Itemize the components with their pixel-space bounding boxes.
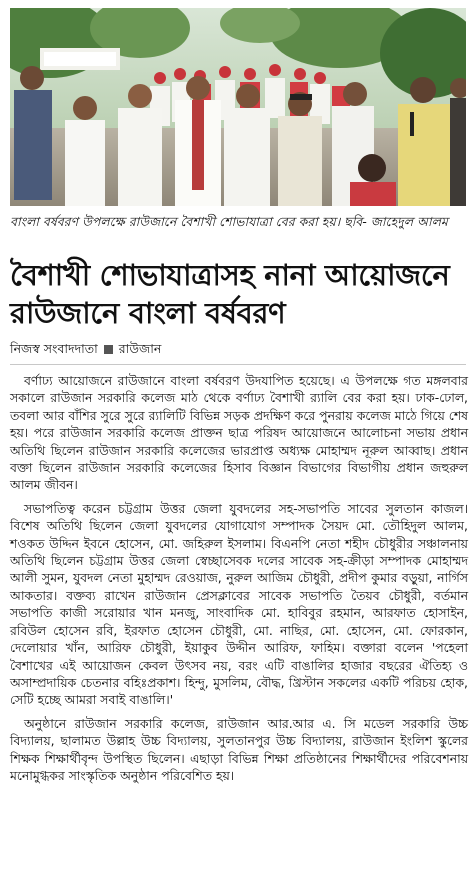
byline-location: রাউজান xyxy=(118,341,162,356)
headline xyxy=(10,256,470,332)
divider xyxy=(10,364,466,365)
article-body xyxy=(10,372,468,790)
headline-line-2: রাউজানে বাংলা বর্ষবরণ xyxy=(10,296,286,330)
procession-photo-image xyxy=(10,8,466,206)
square-bullet-icon xyxy=(104,345,113,354)
article-paragraph-3: অনুষ্ঠানে রাউজান সরকারি কলেজ, রাউজান আর.আর এ. সি মডেল সরকারি উচ্চ বিদ্যালয়, ছালামত উল্লাহ উচ্চ বিদ্যালয়, সুলতানপুর উচ্চ বিদ্যালয়, রাউজান ইংলিশ স্কুলের শিক্ষক শিক্ষার্থীবৃন্দ উপস্থিত ছিলেন। এছাড়া বিভিন্ন শিক্ষা প্রতিষ্ঠানের শিক্ষার্থীদের পরিবেশনায় মনোমুগ্ধকর সাংস্কৃতিক অনুষ্ঠান পরিবেশিত হয়। xyxy=(10,715,468,783)
photo-caption: বাংলা বর্ষবরণ উপলক্ষে রাউজানে বৈশাখী শোভাযাত্রা বের করা হয়। ছবি- জাহেদুল আলম xyxy=(10,214,448,229)
article-paragraph-2: সভাপতিত্ব করেন চট্টগ্রাম উত্তর জেলা যুবদলের সহ-সভাপতি সাবের সুলতান কাজল। বিশেষ অতিথি ছিলেন জেলা যুবদলের যোগাযোগ সম্পাদক সৈয়দ মো. তৌহিদুল আলম, শওকত উদ্দিন ইবনে হোসেন, মো. জহিরুল ইসলাম। বিএনপি নেতা শহীদ চৌধুরীর সঞ্চালনায় অতিথি ছিলেন চট্টগ্রাম উত্তর জেলা স্বেচ্ছাসেবক দলের সাবেক সহ-ক্রীড়া সম্পাদক মোহাম্মদ আলী সুমন, যুবদল নেতা মুহাম্মদ রেওয়াজ, নুরুল আজিম চৌধুরী, প্রদীপ কুমার বড়ুয়া, নার্গিস আকতার। বক্তব্য রাখেন রাউজান প্রেসক্লাবের সাবেক সভাপতি তৈয়ব চৌধুরী, বর্তমান সভাপতি কাজী সরোয়ার খান মনজু, সাংবাদিক মো. হাবিবুর রহমান, আরফাত হোসাইন, রবিউল হোসেন রবি, ইরফাত হোসেন চৌধুরী, মো. নাছির, মো. হোসেন, মো. ফোরকান, দেলোয়ার খাঁন, আরিফ চৌধুরী, ইয়াকুব উদ্দীন আরিফ, ফাহিম। বক্তারা বলেন 'পহেলা বৈশাখের এই আয়োজন কেবল উৎসব নয়, বরং এটি বাঙালির হাজার বছরের ঐতিহ্য ও অসাম্প্রদায়িক চেতনার বহিঃপ্রকাশ। হিন্দু, মুসলিম, বৌদ্ধ, খ্রিস্টান সকলের একটি পরিচয় হোক, সেটি হচ্ছে আমরা সবাই বাঙালি।' xyxy=(10,500,468,708)
article-paragraph-1: বর্ণাঢ্য আয়োজনে রাউজানে বাংলা বর্ষবরণ উদযাপিত হয়েছে। এ উপলক্ষে গত মঙ্গলবার সকালে রাউজান সরকারি কলেজ মাঠ থেকে বর্ণাঢ্য বৈশাখী র‍্যালি বের করা হয়। ঢাক-ঢোল, তবলা আর বাঁশির সুরে সুরে র‍্যালিটি বিভিন্ন সড়ক প্রদক্ষিণ করে পুনরায় কলেজ মাঠে গিয়ে শেষ হয়। পরে রাউজান সরকারি কলেজ প্রাক্তন ছাত্র পরিষদ আয়োজনে আলোচনা সভায় প্রধান অতিথি ছিলেন রাউজান সরকারি কলেজের ভারপ্রাপ্ত অধ্যক্ষ মোহাম্মদ নূরুল আব্বাছ। প্রধান বক্তা ছিলেন রাউজান সরকারি কলেজের হিসাব বিজ্ঞান বিভাগের বিভাগীয় প্রধান জহুরুল আলম জীবন। xyxy=(10,373,468,493)
headline-line-1: বৈশাখী শোভাযাত্রাসহ নানা আয়োজনে xyxy=(10,258,450,292)
byline-reporter: নিজস্ব সংবাদদাতা xyxy=(10,341,98,356)
byline xyxy=(10,340,466,358)
procession-photo xyxy=(10,8,466,206)
